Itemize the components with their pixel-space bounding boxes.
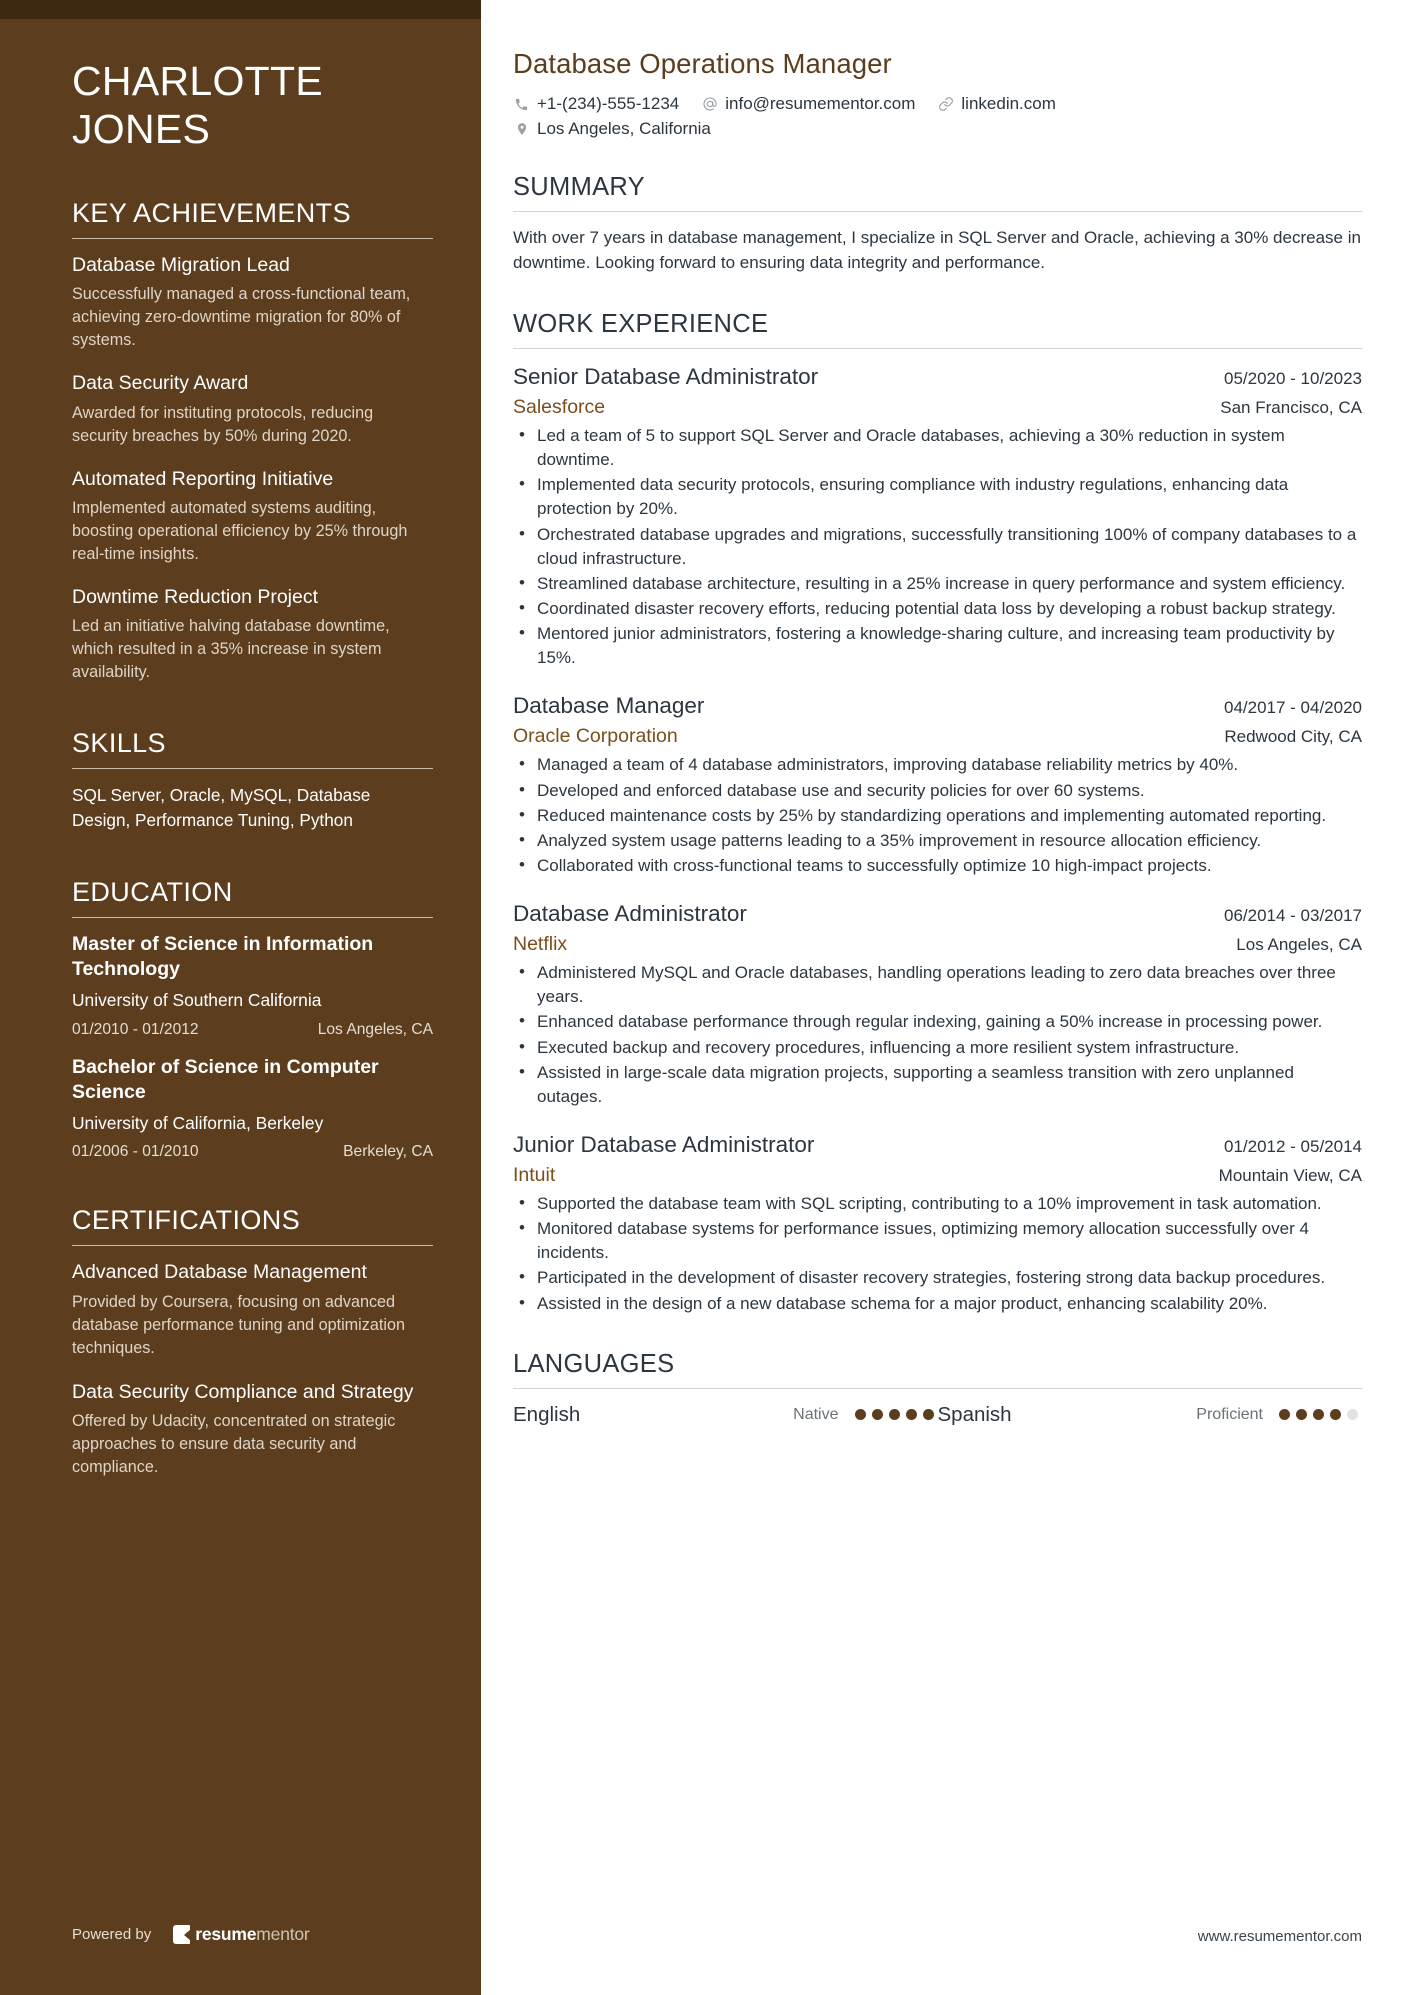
job-header-row bbox=[513, 363, 1362, 391]
language-dots bbox=[855, 1409, 934, 1420]
job-company: Intuit bbox=[513, 1164, 556, 1187]
job-location: Redwood City, CA bbox=[1224, 727, 1362, 747]
rating-dot-filled bbox=[1296, 1409, 1307, 1420]
job-dates: 05/2020 - 10/2023 bbox=[1223, 368, 1362, 388]
job-dates: 01/2012 - 05/2014 bbox=[1223, 1136, 1362, 1156]
job-bullet: • Collaborated with cross-functional teams to successfully optimize 10 high-impact projects. bbox=[513, 854, 1362, 878]
rating-dot-filled bbox=[906, 1409, 917, 1420]
contact-info bbox=[513, 94, 1362, 139]
achievement-item bbox=[72, 371, 433, 447]
candidate-name bbox=[72, 58, 433, 154]
language-level: Proficient bbox=[1196, 1405, 1263, 1423]
achievement-description: Implemented automated systems auditing, boosting operational efficiency by 25% through real-time insights. bbox=[72, 498, 408, 563]
job-entry bbox=[513, 1131, 1362, 1316]
job-role: Junior Database Administrator bbox=[513, 1131, 815, 1157]
job-location: Mountain View, CA bbox=[1218, 1166, 1362, 1186]
rating-dot-filled bbox=[855, 1409, 866, 1420]
sidebar bbox=[0, 0, 481, 1995]
headline-job-title: Database Operations Manager bbox=[513, 48, 892, 79]
contact-location-text: Los Angeles, California bbox=[537, 119, 711, 138]
job-company: Salesforce bbox=[513, 396, 606, 419]
job-company: Netflix bbox=[513, 933, 568, 956]
job-bullet: • Developed and enforced database use and security policies for over 60 systems. bbox=[513, 779, 1362, 803]
languages-section bbox=[513, 1350, 1362, 1427]
education-heading: EDUCATION bbox=[72, 877, 433, 918]
job-role: Database Manager bbox=[513, 693, 705, 719]
education-dates: 01/2006 - 01/2010 bbox=[72, 1143, 199, 1161]
education-meta bbox=[72, 1021, 433, 1039]
job-header-row bbox=[513, 692, 1362, 720]
education-section bbox=[72, 877, 433, 1161]
job-subheader-row bbox=[513, 933, 1362, 956]
education-school: University of California, Berkeley bbox=[72, 1112, 324, 1133]
summary-heading: SUMMARY bbox=[513, 173, 1362, 212]
job-location: Los Angeles, CA bbox=[1236, 935, 1362, 955]
job-entry bbox=[513, 363, 1362, 670]
sidebar-footer bbox=[72, 1924, 310, 1945]
education-meta bbox=[72, 1143, 433, 1161]
job-bullet: • Assisted in the design of a new database schema for a major product, enhancing scalability 20%. bbox=[513, 1292, 1362, 1316]
job-bullet: • Executed backup and recovery procedures, influencing a more resilient system infrastructure. bbox=[513, 1036, 1362, 1060]
language-level: Native bbox=[793, 1405, 839, 1423]
certifications-section bbox=[72, 1205, 433, 1479]
achievement-item bbox=[72, 585, 433, 684]
languages-heading: LANGUAGES bbox=[513, 1350, 1362, 1389]
education-dates: 01/2010 - 01/2012 bbox=[72, 1020, 199, 1038]
education-school: University of Southern California bbox=[72, 990, 322, 1011]
job-entry bbox=[513, 692, 1362, 878]
job-bullets bbox=[513, 424, 1362, 670]
rating-dot-filled bbox=[1330, 1409, 1341, 1420]
language-item bbox=[513, 1403, 938, 1427]
job-bullet: • Mentored junior administrators, fostering a knowledge-sharing culture, and increasing team productivity by 15%. bbox=[513, 622, 1362, 670]
education-degree: Bachelor of Science in Computer Science bbox=[72, 1055, 379, 1103]
skills-section bbox=[72, 728, 433, 833]
job-entry bbox=[513, 900, 1362, 1109]
job-dates: 06/2014 - 03/2017 bbox=[1223, 906, 1362, 926]
education-location: Los Angeles, CA bbox=[317, 1020, 433, 1038]
rating-dot-filled bbox=[889, 1409, 900, 1420]
achievement-title: Database Migration Lead bbox=[72, 253, 290, 276]
rating-dot-filled bbox=[872, 1409, 883, 1420]
powered-by-label: Powered by bbox=[72, 1926, 152, 1943]
certification-item bbox=[72, 1380, 433, 1479]
key-achievements-section bbox=[72, 198, 433, 684]
contact-phone-text: +1-(234)-555-1234 bbox=[537, 94, 680, 113]
job-bullet: • Enhanced database performance through regular indexing, gaining a 50% increase in processing power. bbox=[513, 1010, 1362, 1034]
work-experience-heading: WORK EXPERIENCE bbox=[513, 310, 1362, 349]
education-item bbox=[72, 1055, 433, 1162]
summary-text: With over 7 years in database management, I specialize in SQL Server and Oracle, achieving a 30% decrease in downtime. Looking forward to ensuring data integrity and performance. bbox=[513, 228, 1361, 272]
footer-website-url: www.resumementor.com bbox=[1197, 1928, 1362, 1945]
skills-list: SQL Server, Oracle, MySQL, Database Design, Performance Tuning, Python bbox=[72, 785, 371, 831]
key-achievements-heading: KEY ACHIEVEMENTS bbox=[72, 198, 433, 239]
language-rating bbox=[793, 1406, 933, 1424]
job-bullet: • Led a team of 5 to support SQL Server and Oracle databases, achieving a 30% reduction in system downtime. bbox=[513, 424, 1362, 472]
at-sign-icon bbox=[701, 96, 718, 113]
candidate-last-name: JONES bbox=[72, 105, 211, 152]
job-subheader-row bbox=[513, 396, 1362, 419]
resumementor-logo bbox=[173, 1924, 309, 1945]
job-company: Oracle Corporation bbox=[513, 725, 678, 748]
rating-dot-empty bbox=[1347, 1409, 1358, 1420]
work-experience-section bbox=[513, 310, 1362, 1316]
job-bullet: • Implemented data security protocols, ensuring compliance with industry regulations, enhancing data protection by 20%. bbox=[513, 473, 1362, 521]
certification-description: Offered by Udacity, concentrated on strategic approaches to ensure data security and compliance. bbox=[72, 1411, 396, 1476]
education-item bbox=[72, 932, 433, 1039]
job-bullet: • Participated in the development of disaster recovery strategies, fostering strong data backup procedures. bbox=[513, 1266, 1362, 1290]
brand-light: mentor bbox=[256, 1924, 310, 1944]
rating-dot-filled bbox=[923, 1409, 934, 1420]
skills-heading: SKILLS bbox=[72, 728, 433, 769]
achievement-description: Led an initiative halving database downtime, which resulted in a 35% increase in system availability. bbox=[72, 617, 390, 682]
achievement-title: Data Security Award bbox=[72, 372, 249, 395]
candidate-first-name: CHARLOTTE bbox=[72, 58, 324, 104]
certifications-heading: CERTIFICATIONS bbox=[72, 1205, 433, 1246]
resumementor-mark-icon bbox=[173, 1925, 190, 1944]
job-role: Database Administrator bbox=[513, 901, 747, 927]
summary-section bbox=[513, 173, 1362, 276]
link-icon bbox=[937, 96, 954, 113]
certification-title: Data Security Compliance and Strategy bbox=[72, 1380, 414, 1403]
job-bullet: • Streamlined database architecture, resulting in a 25% increase in query performance and system efficiency. bbox=[513, 572, 1362, 596]
contact-website-text: linkedin.com bbox=[961, 94, 1056, 113]
job-bullet: • Analyzed system usage patterns leading to a 35% improvement in resource allocation efficiency. bbox=[513, 829, 1362, 853]
main-content bbox=[481, 0, 1410, 1995]
rating-dot-filled bbox=[1313, 1409, 1324, 1420]
achievement-description: Successfully managed a cross-functional team, achieving zero-downtime migration for 80% of systems. bbox=[72, 285, 411, 350]
languages-list bbox=[513, 1403, 1362, 1427]
job-bullets bbox=[513, 961, 1362, 1109]
contact-email-text: info@resumementor.com bbox=[725, 94, 916, 113]
achievement-item bbox=[72, 253, 433, 352]
job-location: San Francisco, CA bbox=[1220, 398, 1362, 418]
achievement-description: Awarded for instituting protocols, reducing security breaches by 50% during 2020. bbox=[72, 403, 374, 445]
job-bullet: • Reduced maintenance costs by 25% by standardizing operations and implementing automated reporting. bbox=[513, 804, 1362, 828]
job-subheader-row bbox=[513, 725, 1362, 748]
language-dots bbox=[1279, 1409, 1358, 1420]
rating-dot-filled bbox=[1279, 1409, 1290, 1420]
job-dates: 04/2017 - 04/2020 bbox=[1223, 698, 1362, 718]
job-bullet: • Orchestrated database upgrades and migrations, successfully transitioning 100% of company databases to a cloud infrastructure. bbox=[513, 523, 1362, 571]
job-bullet: • Supported the database team with SQL scripting, contributing to a 10% improvement in task automation. bbox=[513, 1192, 1362, 1216]
contact-line-1 bbox=[513, 94, 1362, 114]
contact-location bbox=[513, 119, 711, 139]
job-role: Senior Database Administrator bbox=[513, 363, 819, 389]
job-bullets bbox=[513, 753, 1362, 878]
sidebar-top-accent-bar bbox=[0, 0, 481, 19]
certification-item bbox=[72, 1260, 433, 1359]
job-bullet: • Administered MySQL and Oracle databases, handling operations leading to zero data breaches over three years. bbox=[513, 961, 1362, 1009]
contact-email[interactable] bbox=[701, 94, 915, 114]
language-name: English bbox=[513, 1402, 581, 1426]
job-bullet: • Coordinated disaster recovery efforts, reducing potential data loss by developing a robust backup strategy. bbox=[513, 597, 1362, 621]
achievement-title: Automated Reporting Initiative bbox=[72, 467, 334, 490]
contact-phone[interactable] bbox=[513, 94, 679, 114]
job-header-row bbox=[513, 1131, 1362, 1159]
job-bullet: • Monitored database systems for performance issues, optimizing memory allocation successfully over 4 incidents. bbox=[513, 1217, 1362, 1265]
achievement-title: Downtime Reduction Project bbox=[72, 585, 319, 608]
map-pin-icon bbox=[513, 121, 530, 138]
brand-bold: resume bbox=[195, 1924, 257, 1944]
resumementor-wordmark bbox=[195, 1924, 309, 1945]
language-name: Spanish bbox=[937, 1402, 1012, 1426]
education-degree: Master of Science in Information Technology bbox=[72, 933, 374, 981]
job-bullets bbox=[513, 1192, 1362, 1316]
job-bullet: • Assisted in large-scale data migration projects, supporting a seamless transition with zero unplanned outages. bbox=[513, 1061, 1362, 1109]
contact-website[interactable] bbox=[937, 94, 1056, 114]
job-subheader-row bbox=[513, 1164, 1362, 1187]
contact-line-2 bbox=[513, 119, 1362, 139]
certification-description: Provided by Coursera, focusing on advanced database performance tuning and optimization techniques. bbox=[72, 1292, 405, 1357]
education-location: Berkeley, CA bbox=[343, 1143, 433, 1161]
language-rating bbox=[1196, 1406, 1358, 1424]
phone-icon bbox=[513, 96, 530, 113]
achievement-item bbox=[72, 467, 433, 566]
language-item bbox=[938, 1403, 1363, 1427]
job-header-row bbox=[513, 900, 1362, 928]
certification-title: Advanced Database Management bbox=[72, 1261, 367, 1284]
job-bullet: • Managed a team of 4 database administrators, improving database reliability metrics by 40%. bbox=[513, 753, 1362, 777]
